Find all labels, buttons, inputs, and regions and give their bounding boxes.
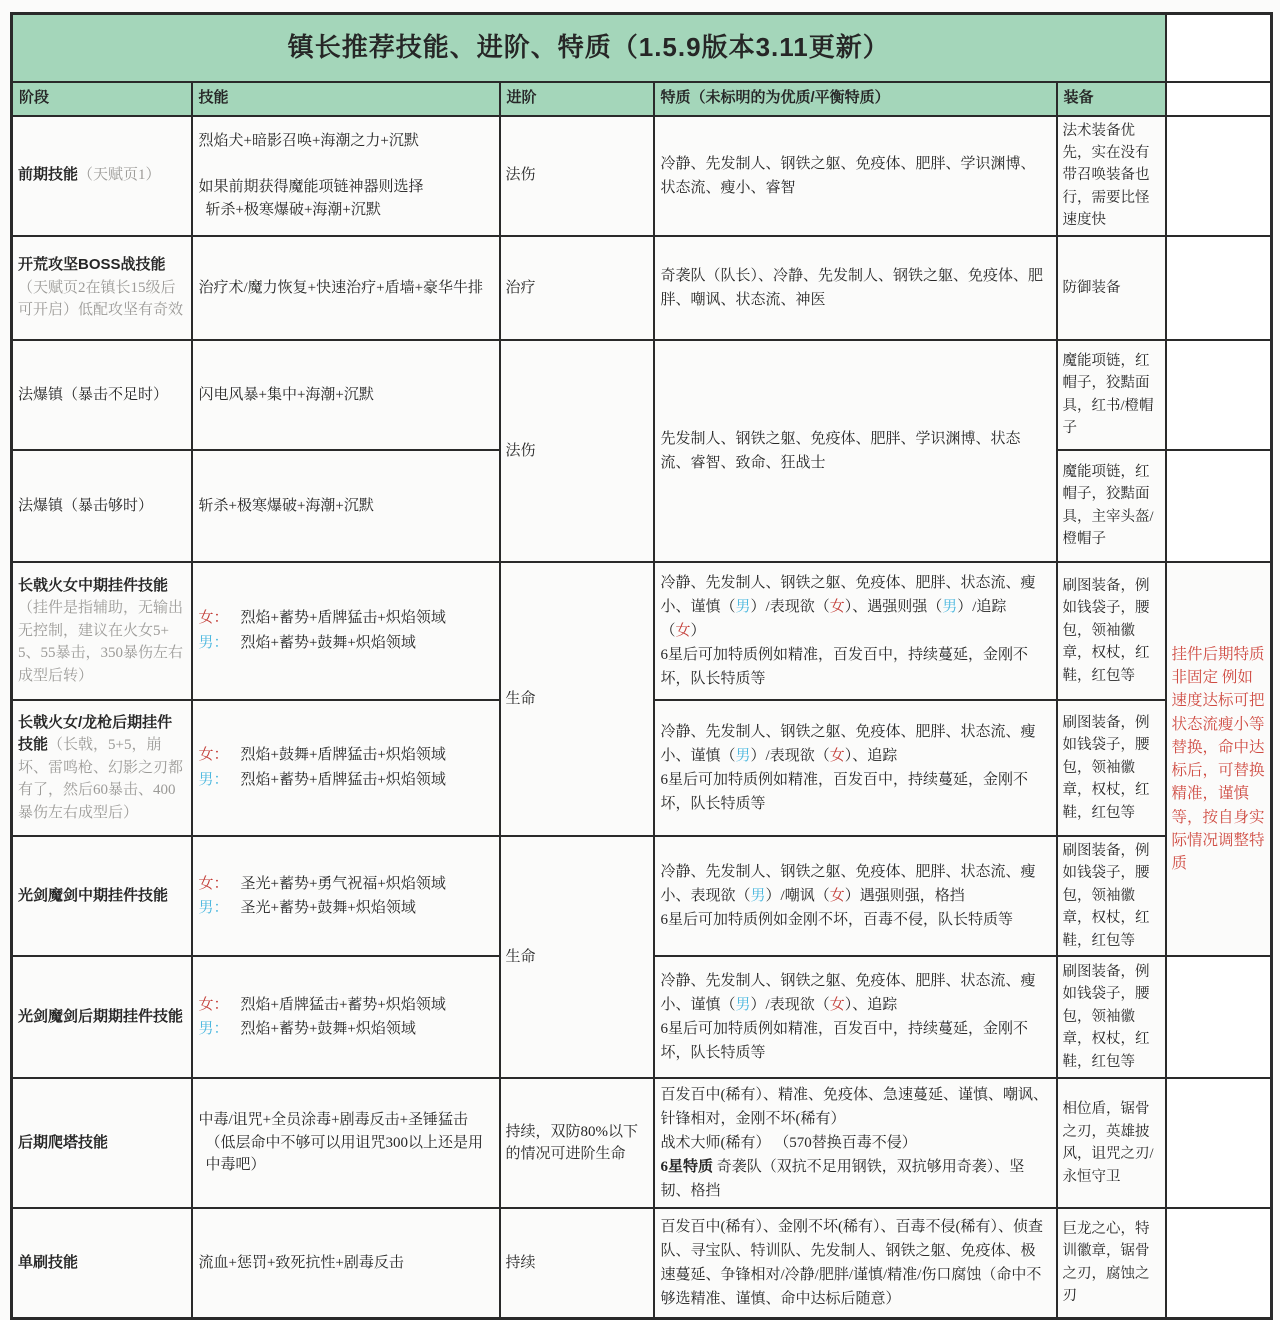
- skills-cell: 治疗术/魔力恢复+快速治疗+盾墙+豪华牛排: [192, 236, 500, 340]
- male-label: 男：: [198, 634, 229, 651]
- col-header-stage: 阶段: [12, 82, 192, 116]
- skills-cell: 流血+惩罚+致死抗性+剧毒反击: [192, 1208, 500, 1318]
- equipment-cell: 刷图装备，例如钱袋子，腰包，领袖徽章，权杖，红鞋，红包等: [1057, 836, 1166, 956]
- equipment-cell: 刷图装备，例如钱袋子，腰包，领袖徽章，权杖，红鞋，红包等: [1057, 956, 1166, 1078]
- traits-cell-merged: 先发制人、钢铁之躯、免疫体、肥胖、学识渊博、状态流、睿智、致命、狂战士: [654, 340, 1057, 562]
- spreadsheet: [10, 12, 1273, 1320]
- stage-cell: 法爆镇（暴击够时）: [12, 450, 192, 562]
- female-label: 女：: [198, 875, 229, 892]
- traits-cell: 冷静、先发制人、钢铁之躯、免疫体、肥胖、学识渊博、状态流、瘦小、睿智: [654, 116, 1057, 236]
- stage-cell: 开荒攻坚BOSS战技能（天赋页2在镇长15级后可开启）低配攻坚有奇效: [12, 236, 192, 340]
- female-label: 女：: [198, 996, 229, 1013]
- col-header-advance: 进阶: [500, 82, 654, 116]
- col-header-traits: 特质（未标明的为优质/平衡特质）: [654, 82, 1057, 116]
- table-row: [12, 236, 1272, 340]
- empty-cell: [1166, 340, 1272, 450]
- col-header-skills: 技能: [192, 82, 500, 116]
- female-label: 女：: [198, 610, 229, 627]
- advance-cell: 法伤: [500, 116, 654, 236]
- empty-cell: [1166, 956, 1272, 1078]
- empty-cell: [1166, 14, 1272, 82]
- skill-recommendation-table: [10, 12, 1273, 1320]
- equipment-cell: 相位盾，锯骨之刃，英雄披风，诅咒之刃/永恒守卫: [1057, 1078, 1166, 1208]
- table-row: [12, 1208, 1272, 1318]
- advance-cell: 治疗: [500, 236, 654, 340]
- skills-cell: 闪电风暴+集中+海潮+沉默: [192, 340, 500, 450]
- skills-cell: 女： 圣光+蓄势+勇气祝福+炽焰领域 男： 圣光+蓄势+鼓舞+炽焰领域: [192, 836, 500, 956]
- table-row: [12, 562, 1272, 700]
- table-row: [12, 340, 1272, 450]
- traits-cell: 冷静、先发制人、钢铁之躯、免疫体、肥胖、状态流、瘦小、谨慎（男）/表现欲（女）、追踪 6星后可加特质例如精准，百发百中，持续蔓延，金刚不坏，队长特质等: [654, 956, 1057, 1078]
- page-title: 镇长推荐技能、进阶、特质（1.5.9版本3.11更新）: [12, 14, 1166, 82]
- equipment-cell: 魔能项链，红帽子，狡黠面具，红书/橙帽子: [1057, 340, 1166, 450]
- advance-cell: 持续，双防80%以下的情况可进阶生命: [500, 1078, 654, 1208]
- stage-cell: 光剑魔剑后期期挂件技能: [12, 956, 192, 1078]
- stage-cell: 光剑魔剑中期挂件技能: [12, 836, 192, 956]
- empty-cell: [1166, 236, 1272, 340]
- table-row: [12, 116, 1272, 236]
- stage-cell: 前期技能（天赋页1）: [12, 116, 192, 236]
- empty-cell: [1166, 116, 1272, 236]
- header-row: [12, 82, 1272, 116]
- skills-cell: 斩杀+极寒爆破+海潮+沉默: [192, 450, 500, 562]
- advance-cell: 持续: [500, 1208, 654, 1318]
- empty-cell: [1166, 450, 1272, 562]
- equipment-cell: 刷图装备，例如钱袋子，腰包，领袖徽章，权杖，红鞋，红包等: [1057, 700, 1166, 836]
- empty-cell: [1166, 1208, 1272, 1318]
- skills-cell: 中毒/诅咒+全员涂毒+剧毒反击+圣锤猛击 （低层命中不够可以用诅咒300以上还是用中毒吧）: [192, 1078, 500, 1208]
- stage-cell: 后期爬塔技能: [12, 1078, 192, 1208]
- traits-cell: 冷静、先发制人、钢铁之躯、免疫体、肥胖、状态流、瘦小、表现欲（男）/嘲讽（女）遇强则强，格挡 6星后可加特质例如金刚不坏，百毒不侵，队长特质等: [654, 836, 1057, 956]
- advance-cell-merged: 生命: [500, 836, 654, 1078]
- male-label: 男：: [198, 900, 229, 917]
- empty-cell: [1166, 1078, 1272, 1208]
- stage-cell: 长戟火女中期挂件技能（挂件是指辅助，无输出无控制，建议在火女5+5、55暴击，350暴伤左右成型后转）: [12, 562, 192, 700]
- table-row: [12, 1078, 1272, 1208]
- traits-cell: 奇袭队（队长）、冷静、先发制人、钢铁之躯、免疫体、肥胖、嘲讽、状态流、神医: [654, 236, 1057, 340]
- traits-cell: 冷静、先发制人、钢铁之躯、免疫体、肥胖、状态流、瘦小、谨慎（男）/表现欲（女）、追踪 6星后可加特质例如精准，百发百中，持续蔓延，金刚不坏，队长特质等: [654, 700, 1057, 836]
- male-label: 男：: [198, 1021, 229, 1038]
- empty-header-cell: [1166, 82, 1272, 116]
- stage-cell: 长戟火女/龙枪后期挂件技能（长戟，5+5，崩坏、雷鸣枪、幻影之刃都有了，然后60暴击、400暴伤左右成型后）: [12, 700, 192, 836]
- stage-cell: 单刷技能: [12, 1208, 192, 1318]
- equipment-cell: 法术装备优先，实在没有带召唤装备也行，需要比怪速度快: [1057, 116, 1166, 236]
- equipment-cell: 刷图装备，例如钱袋子，腰包，领袖徽章，权杖，红鞋，红包等: [1057, 562, 1166, 700]
- stage-cell: 法爆镇（暴击不足时）: [12, 340, 192, 450]
- female-label: 女：: [198, 747, 229, 764]
- equipment-cell: 巨龙之心，特训徽章，锯骨之刃，腐蚀之刃: [1057, 1208, 1166, 1318]
- male-label: 男：: [198, 771, 229, 788]
- equipment-cell: 魔能项链，红帽子，狡黠面具，主宰头盔/橙帽子: [1057, 450, 1166, 562]
- equipment-cell: 防御装备: [1057, 236, 1166, 340]
- skills-cell: 女： 烈焰+蓄势+盾牌猛击+炽焰领域 男： 烈焰+蓄势+鼓舞+炽焰领域: [192, 562, 500, 700]
- traits-cell: 百发百中(稀有）、精准、免疫体、急速蔓延、谨慎、嘲讽、针锋相对，金刚不坏(稀有） 战术大师(稀有） （570替换百毒不侵） 6星特质 奇袭队（双抗不足用钢铁，双抗够用奇袭）、坚韧、格挡: [654, 1078, 1057, 1208]
- title-row: [12, 14, 1272, 82]
- side-note-cell: 挂件后期特质非固定 例如速度达标可把状态流瘦小等替换，命中达标后，可替换精准，谨慎等，按自身实际情况调整特质: [1166, 562, 1272, 956]
- skills-cell: 女： 烈焰+盾牌猛击+蓄势+炽焰领域 男： 烈焰+蓄势+鼓舞+炽焰领域: [192, 956, 500, 1078]
- traits-cell: 百发百中(稀有）、金刚不坏(稀有）、百毒不侵(稀有）、侦查队、寻宝队、特训队、先发制人、钢铁之躯、免疫体、极速蔓延、争锋相对/冷静/肥胖/谨慎/精准/伤口腐蚀（命中不够选精准、谨慎、命中达标后随意）: [654, 1208, 1057, 1318]
- skills-cell: 烈焰犬+暗影召唤+海潮之力+沉默 如果前期获得魔能项链神器则选择 斩杀+极寒爆破+海潮+沉默: [192, 116, 500, 236]
- skills-cell: 女： 烈焰+鼓舞+盾牌猛击+炽焰领域 男： 烈焰+蓄势+盾牌猛击+炽焰领域: [192, 700, 500, 836]
- table-row: [12, 836, 1272, 956]
- advance-cell-merged: 生命: [500, 562, 654, 836]
- advance-cell-merged: 法伤: [500, 340, 654, 562]
- traits-cell: 冷静、先发制人、钢铁之躯、免疫体、肥胖、状态流、瘦小、谨慎（男）/表现欲（女）、遇强则强（男）/追踪（女） 6星后可加特质例如精准，百发百中，持续蔓延，金刚不坏，队长特质等: [654, 562, 1057, 700]
- col-header-equipment: 装备: [1057, 82, 1166, 116]
